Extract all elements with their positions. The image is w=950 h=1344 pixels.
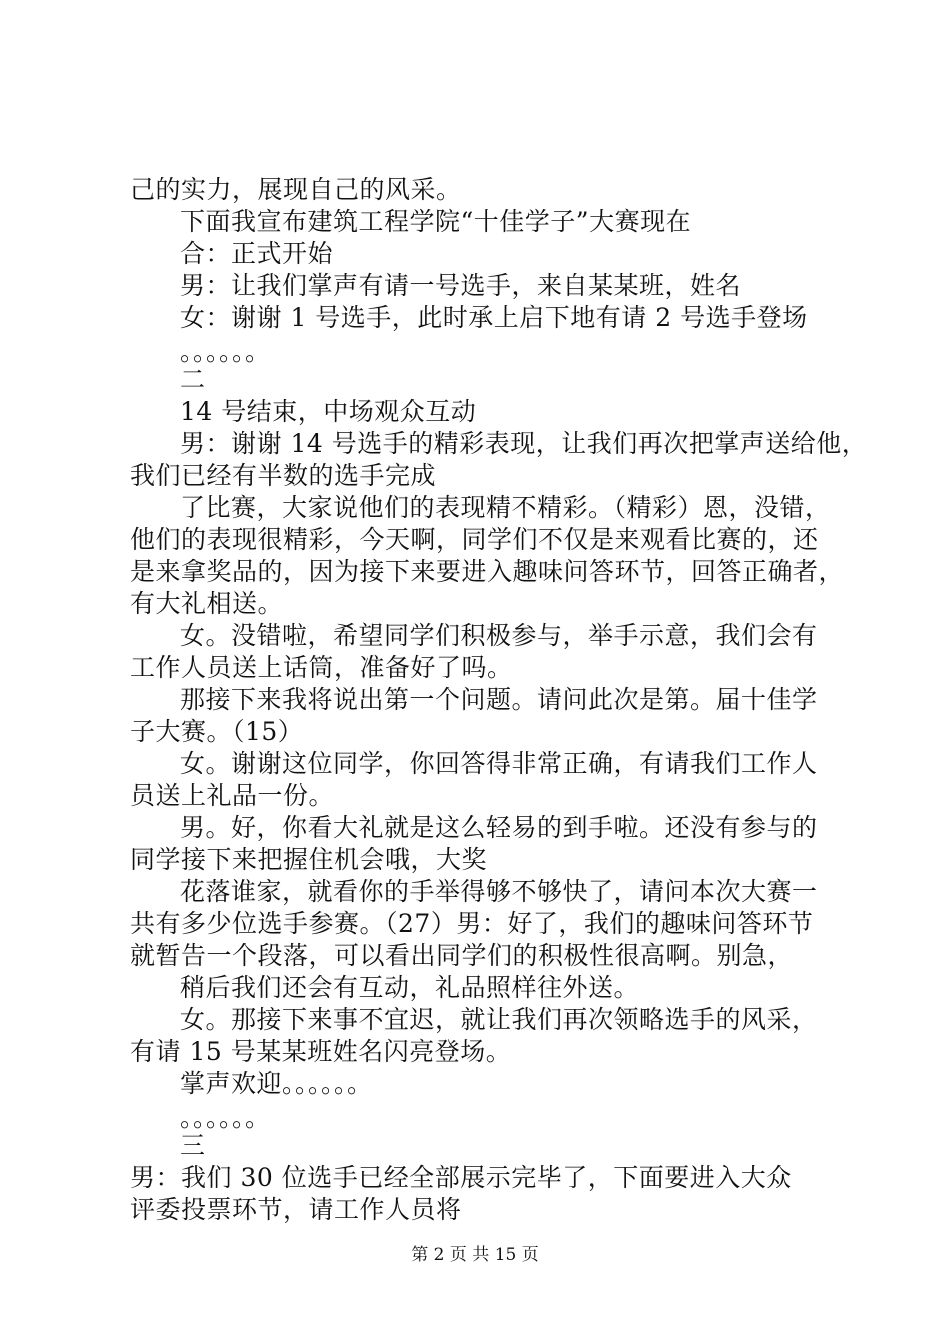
text-line: 他们的表现很精彩，今天啊，同学们不仅是来观看比赛的，还 <box>130 525 819 554</box>
text-line: 子大赛。（15） <box>130 717 304 746</box>
text-line: 下面我宣布建筑工程学院“十佳学子”大赛现在 <box>180 207 692 236</box>
text-line: 女。没错啦，希望同学们积极参与，举手示意，我们会有 <box>180 621 818 650</box>
text-line: 那接下来我将说出第一个问题。请问此次是第。届十佳学 <box>180 685 818 714</box>
text-line: 女。那接下来事不宜迟，就让我们再次领略选手的风采， <box>180 1005 818 1034</box>
text-line: 男。好，你看大礼就是这么轻易的到手啦。还没有参与的 <box>180 813 818 842</box>
text-line: 有大礼相送。 <box>130 589 284 618</box>
text-line: 我们已经有半数的选手完成 <box>130 461 437 490</box>
text-line: 工作人员送上话筒，准备好了吗。 <box>130 653 513 682</box>
text-line: 女。谢谢这位同学，你回答得非常正确，有请我们工作人 <box>180 749 818 778</box>
text-line: 花落谁家，就看你的手举得够不够快了，请问本次大赛一 <box>180 877 818 906</box>
section-heading: 二 <box>180 365 206 394</box>
text-line: 男：让我们掌声有请一号选手，来自某某班，姓名 <box>180 271 742 300</box>
text-line: 掌声欢迎。。。。。。 <box>180 1069 373 1098</box>
page-number-footer: 第 2 页 共 15 页 <box>411 1245 539 1265</box>
text-line: 评委投票环节，请工作人员将 <box>130 1195 462 1224</box>
text-line: 己的实力，展现自己的风采。 <box>130 175 462 204</box>
text-line: 是来拿奖品的，因为接下来要进入趣味问答环节，回答正确者， <box>130 557 845 586</box>
text-line: 同学接下来把握住机会哦，大奖 <box>130 845 488 874</box>
text-line: 。。。。。。 <box>180 1103 271 1132</box>
text-line: 。。。。。。 <box>180 337 271 366</box>
text-line: 员送上礼品一份。 <box>130 781 335 810</box>
text-line: 就暂告一个段落，可以看出同学们的积极性很高啊。别急， <box>130 941 794 970</box>
text-line: 女：谢谢 1 号选手，此时承上启下地有请 2 号选手登场 <box>180 303 808 332</box>
text-line: 有请 15 号某某班姓名闪亮登场。 <box>130 1037 512 1066</box>
text-line: 了比赛，大家说他们的表现精不精彩。（精彩）恩，没错， <box>180 493 831 522</box>
text-line: 男：谢谢 14 号选手的精彩表现，让我们再次把掌声送给他， <box>180 429 868 458</box>
text-line: 稍后我们还会有互动，礼品照样往外送。 <box>180 973 640 1002</box>
text-line: 合：正式开始 <box>180 239 334 268</box>
section-heading: 三 <box>180 1131 206 1160</box>
text-line: 14 号结束，中场观众互动 <box>180 397 477 426</box>
text-line: 共有多少位选手参赛。（27）男：好了，我们的趣味问答环节 <box>130 909 814 938</box>
text-line: 男：我们 30 位选手已经全部展示完毕了，下面要进入大众 <box>130 1163 792 1192</box>
